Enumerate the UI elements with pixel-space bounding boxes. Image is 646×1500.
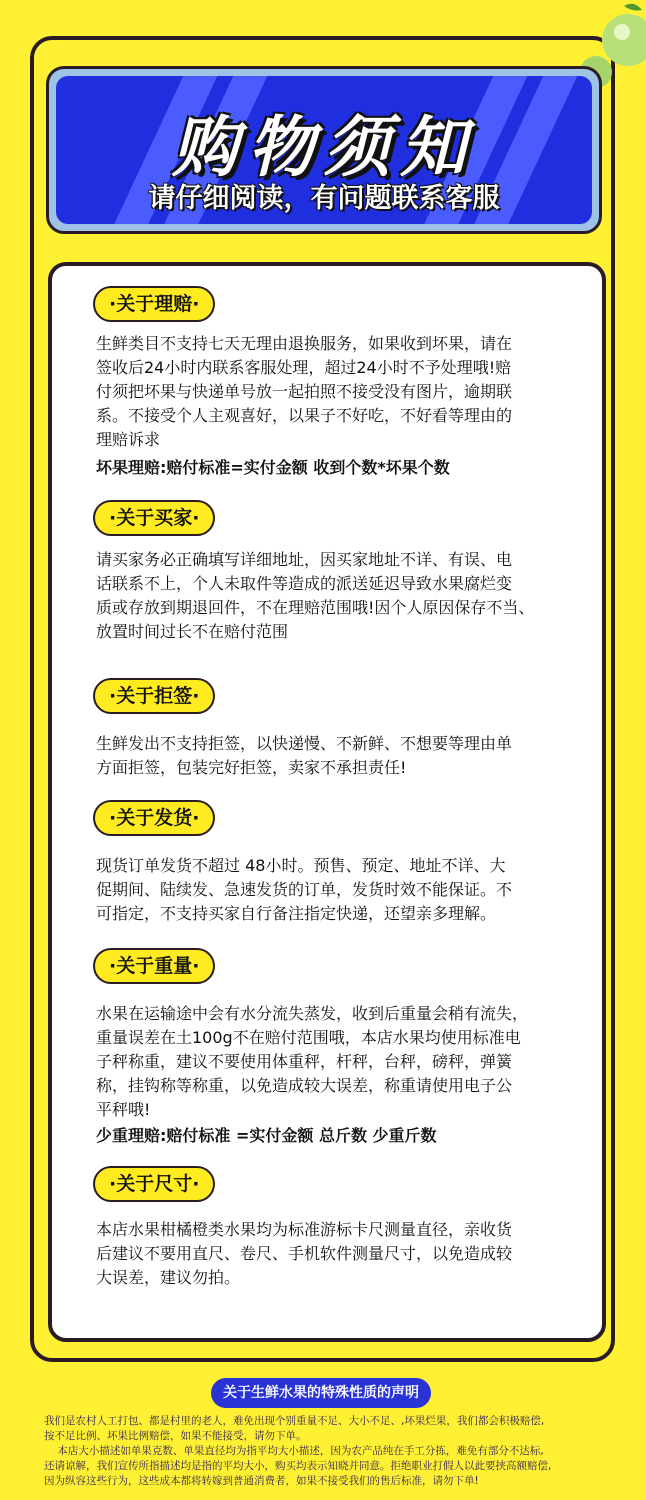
text-line: 系。不接受个人主观喜好，以果子不好吃，不好看等理由的: [96, 406, 513, 425]
text-line: 大误差，建议勿拍。: [96, 1268, 241, 1287]
text-line: 本店大小描述如单果克数、单果直径均为指平均大小描述，因为农产品纯在手工分拣，难免有部分不达标,: [44, 1445, 544, 1457]
section-badge-claims: ·关于理赔·: [93, 286, 215, 322]
text-line: 子秤称重，建议不要使用体重秤，杆秤，台秤，磅秤，弹簧: [96, 1052, 513, 1071]
text-line: 理赔诉求: [96, 430, 161, 449]
text-line: 称，挂钩称等称重，以免造成较大误差，称重请使用电子公: [96, 1076, 513, 1095]
weight-formula: 少重理赔:赔付标准 =实付金额 总斤数 少重斤数: [96, 1126, 437, 1145]
section-text-buyer: [96, 548, 596, 644]
text-line: 签收后24小时内联系客服处理，超过24小时不予处理哦!赔: [96, 358, 512, 377]
text-line: 水果在运输途中会有水分流失蒸发，收到后重量会稍有流失，: [96, 1004, 529, 1023]
text-line: 请买家务必正确填写详细地址，因买家地址不详、有误、电: [96, 550, 513, 569]
text-line: 话联系不上，个人未取件等造成的派送延迟导致水果腐烂变: [96, 574, 513, 593]
text-line: 可指定，不支持买家自行备注指定快递，还望亲多理解。: [96, 904, 497, 923]
section-text-weight: [96, 1002, 596, 1122]
text-line: 生鲜发出不支持拒签，以快递慢、不新鲜、不想要等理由单: [96, 734, 513, 753]
section-text-claims: [96, 332, 596, 452]
section-badge-buyer: ·关于买家·: [93, 500, 215, 536]
claims-formula: 坏果理赔:赔付标准=实付金额 收到个数*坏果个数: [96, 458, 450, 477]
page-title: 购物须知: [172, 109, 476, 186]
section-text-refusal: [96, 732, 596, 780]
section-text-size: [96, 1218, 596, 1290]
text-line: 质或存放到期退回件，不在理赔范围哦!因个人原因保存不当、: [96, 598, 535, 617]
text-line: 我们是农村人工打包、都是村里的老人，难免出现个别重量不足、大小不足、,坏果烂果，我们都会积极赔偿,: [44, 1415, 545, 1427]
section-badge-weight: ·关于重量·: [93, 948, 215, 984]
declaration-text: [44, 1414, 624, 1489]
text-line: 还请谅解，我们宣传所指描述均是指的平均大小，购买均表示知晓并同意。拒绝职业打假人以此要挟高额赔偿,: [44, 1460, 552, 1472]
text-line: 平秤哦!: [96, 1100, 151, 1119]
text-line: 现货订单发货不超过 48小时。预售、预定、地址不详、大: [96, 856, 506, 875]
section-badge-shipping: ·关于发货·: [93, 800, 215, 836]
text-line: 因为纵容这些行为，这些成本都将转嫁到普通消费者，如果不接受我们的售后标准，请勿下单!: [44, 1475, 479, 1487]
text-line: 方面拒签，包装完好拒签，卖家不承担责任!: [96, 758, 407, 777]
text-line: 促期间、陆续发、急速发货的订单，发货时效不能保证。不: [96, 880, 513, 899]
text-line: 按不足比例、坏果比例赔偿，如果不能接受，请勿下单。: [44, 1430, 307, 1442]
declaration-title: 关于生鲜水果的特殊性质的声明: [211, 1378, 431, 1408]
text-line: 重量误差在土100g不在赔付范围哦，本店水果均使用标准电: [96, 1028, 521, 1047]
text-line: 本店水果柑橘橙类水果均为标准游标卡尺测量直径，亲收货: [96, 1220, 513, 1239]
section-text-shipping: [96, 854, 596, 926]
page-subtitle: 请仔细阅读，有问题联系客服: [148, 183, 500, 214]
text-line: 后建议不要用直尺、卷尺、手机软件测量尺寸，以免造成较: [96, 1244, 513, 1263]
section-badge-size: ·关于尺寸·: [93, 1166, 215, 1202]
text-line: 生鲜类目不支持七天无理由退换服务，如果收到坏果，请在: [96, 334, 513, 353]
text-line: 放置时间过长不在赔付范围: [96, 622, 289, 641]
header-banner: [56, 76, 592, 224]
text-line: 付须把坏果与快递单号放一起拍照不接受没有图片，逾期联: [96, 382, 513, 401]
section-badge-refusal: ·关于拒签·: [93, 678, 215, 714]
